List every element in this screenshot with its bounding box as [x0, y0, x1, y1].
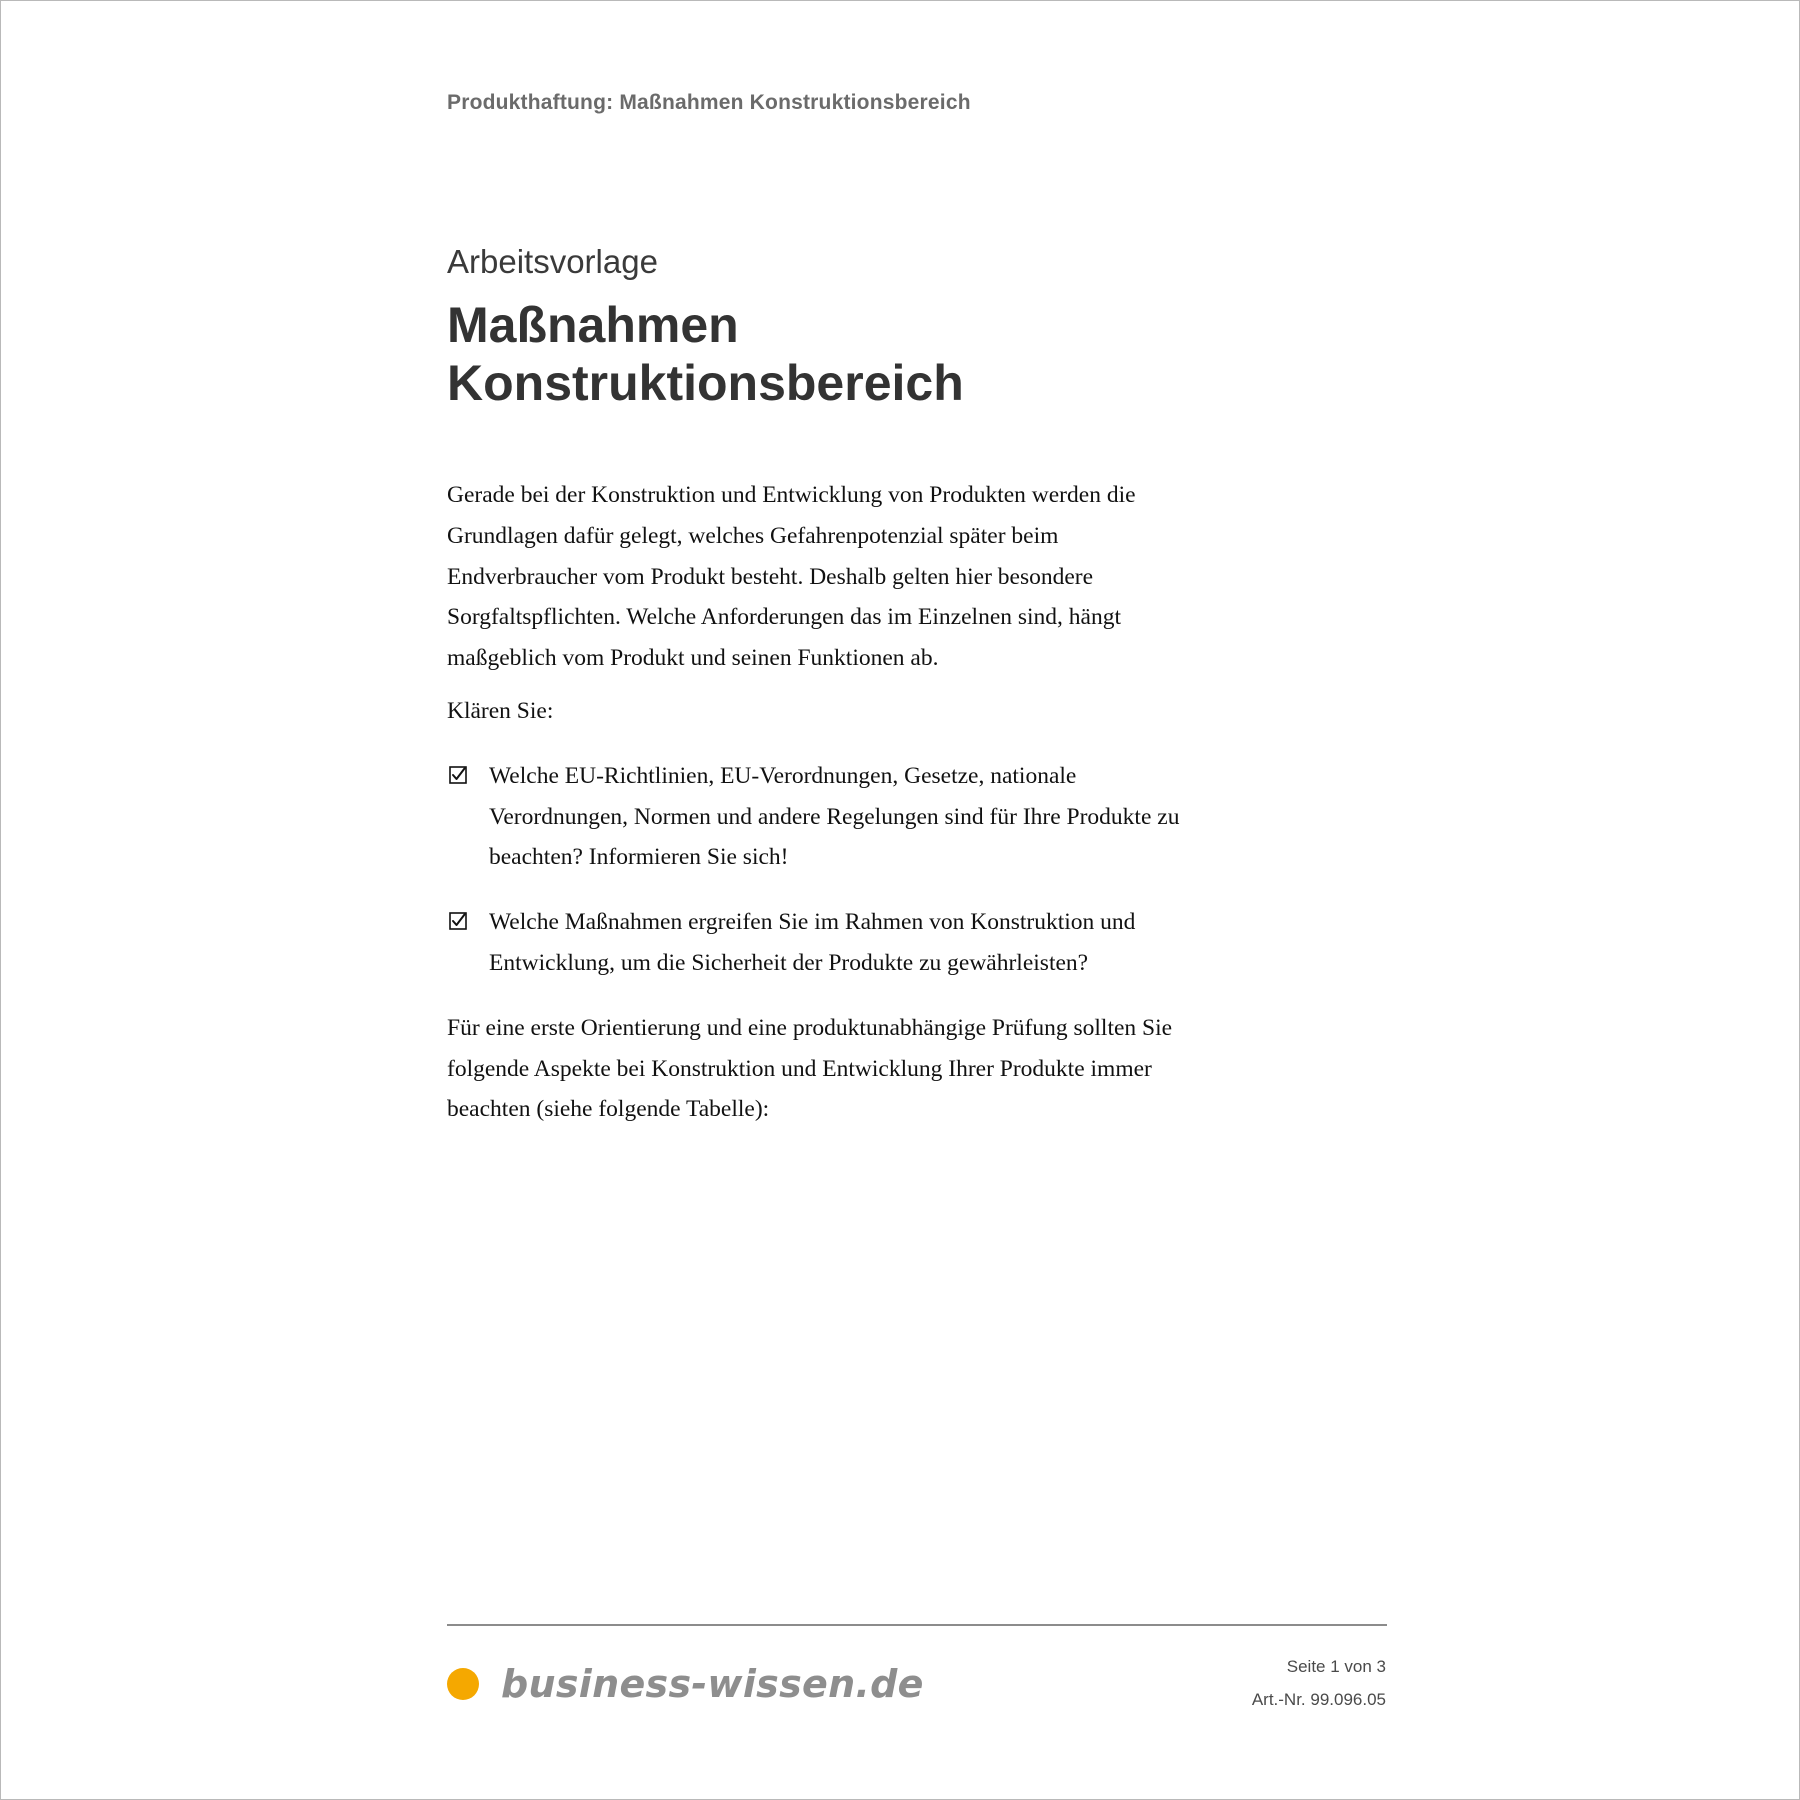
running-header: Produkthaftung: Maßnahmen Konstruktionsbereich: [447, 91, 971, 114]
checklist: [447, 756, 1187, 984]
checklist-item: [447, 756, 1189, 878]
closing-paragraph: Für eine erste Orientierung und eine produktunabhängige Prüfung sollten Sie folgende Aspekte bei Konstruktion und Entwicklung Ihrer Produkte immer beachten (siehe folgende Tabelle):: [447, 1014, 1173, 1123]
intro-paragraph: Gerade bei der Konstruktion und Entwicklung von Produkten werden die Grundlagen dafür gelegt, welches Gefahrenpotenzial später beim Endverbraucher vom Produkt besteht. Deshalb gelten hier besondere Sorgfaltspflichten. Welche Anforderungen das im Einzelnen sind, hängt maßgeblich vom Produkt und seinen Funktionen ab.: [447, 482, 1136, 672]
title-line-2: Konstruktionsbereich: [447, 355, 964, 411]
checked-box-icon: [449, 912, 467, 930]
brand-logo: [447, 1656, 924, 1712]
checklist-item-text: Welche Maßnahmen ergreifen Sie im Rahmen von Konstruktion und Entwicklung, um die Sicherheit der Produkte zu gewährleisten?: [489, 909, 1136, 976]
document-kicker: Arbeitsvorlage: [447, 243, 658, 280]
klaeren-label: Klären Sie:: [447, 697, 554, 724]
checked-box-icon: [449, 766, 467, 784]
footer-meta: [1252, 1650, 1386, 1716]
document-title: [447, 296, 964, 412]
checklist-item-text: Welche EU-Richtlinien, EU-Verordnungen, Gesetze, nationale Verordnungen, Normen und andere Regelungen sind für Ihre Produkte zu beachten? Informieren Sie sich!: [489, 762, 1180, 871]
page-info: Seite 1 von 3: [1286, 1657, 1386, 1676]
title-line-1: Maßnahmen: [447, 297, 739, 353]
logo-text: business-wissen.de: [501, 1662, 924, 1706]
checklist-item: [447, 902, 1189, 984]
logo-dot-icon: [447, 1668, 479, 1700]
footer-divider: [447, 1624, 1387, 1626]
document-body: [447, 475, 1187, 1130]
article-number: Art.-Nr. 99.096.05: [1251, 1690, 1386, 1709]
